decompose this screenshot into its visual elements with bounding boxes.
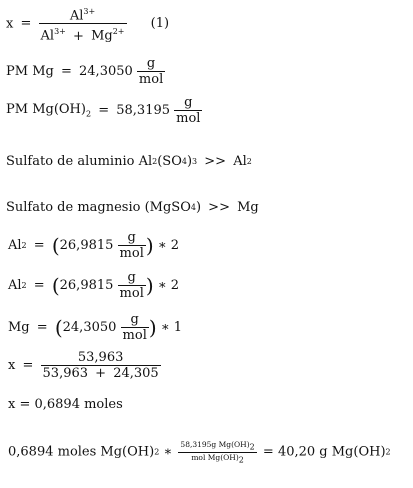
x-symbol: x	[8, 358, 16, 373]
compound-text: )	[195, 200, 202, 215]
label	[6, 102, 91, 117]
value: 26,9815	[59, 238, 114, 253]
close-paren: )	[145, 273, 154, 298]
times-sign: ∗	[157, 278, 167, 293]
equals-sign: =	[33, 238, 45, 253]
ion-fraction	[39, 4, 127, 44]
unit-fraction	[121, 312, 149, 343]
close-paren: )	[148, 315, 157, 340]
open-paren: (	[51, 273, 60, 298]
times-sign: ∗	[157, 238, 167, 253]
subscript: 3	[192, 157, 198, 166]
unit-numerator: g	[146, 56, 156, 71]
conversion-factor	[178, 440, 256, 464]
fraction-numerator: 53,963	[77, 350, 124, 365]
molar-mass-mgoh2	[6, 95, 202, 126]
final-result: 40,20 g Mg(OH)	[277, 444, 386, 460]
unit-numerator: g	[184, 95, 193, 110]
subscript: 2	[385, 447, 391, 457]
arrow: >>	[208, 200, 230, 215]
equals-sign: =	[98, 103, 110, 118]
subscript: 2	[21, 281, 27, 290]
charge: 3+	[54, 27, 66, 37]
subscript: 4	[190, 203, 196, 212]
unit-denominator: mol	[119, 286, 144, 301]
value: 26,9815	[59, 278, 114, 293]
lhs: Al	[8, 238, 22, 253]
close-paren: )	[145, 233, 154, 258]
value: 24,3050	[62, 320, 117, 335]
factor-denominator-text: mol Mg(OH)	[191, 452, 239, 462]
unit-fraction	[137, 56, 165, 87]
equals-sign: =	[60, 64, 72, 79]
magnesium-sulfate-line	[6, 200, 259, 215]
plus-sign: +	[95, 366, 107, 381]
x-result: x = 0,6894 moles	[8, 397, 123, 412]
lhs: Al	[8, 278, 22, 293]
charge: 2+	[112, 27, 125, 37]
subscript: 2	[152, 157, 158, 166]
open-paren: (	[51, 233, 60, 258]
compound-text: )	[186, 154, 193, 169]
al2-calculation-1	[8, 230, 179, 261]
compound-text: Sulfato de aluminio Al	[6, 154, 153, 169]
equation-number: (1)	[150, 16, 170, 32]
result: Al	[233, 154, 247, 169]
arrow: >>	[204, 154, 227, 169]
unit-numerator: g	[127, 230, 136, 245]
aluminum-sulfate-line	[6, 154, 252, 169]
al2-calculation-2	[8, 270, 179, 301]
unit-denominator: mol	[119, 246, 144, 261]
subscript: 2	[249, 442, 255, 452]
x-symbol: x	[6, 16, 14, 32]
al-ion: Al	[69, 8, 84, 24]
unit-fraction	[118, 230, 146, 261]
factor: 2	[170, 278, 180, 293]
den-term: 24,305	[113, 366, 159, 381]
mg-ion: Mg	[91, 28, 113, 44]
numeric-fraction	[41, 350, 161, 381]
equals-sign: =	[33, 278, 45, 293]
open-paren: (	[54, 315, 63, 340]
factor: 2	[170, 238, 180, 253]
factor-numerator-text: 58,3195g Mg(OH)	[180, 440, 250, 449]
subscript: 4	[181, 157, 187, 166]
label: PM Mg	[6, 64, 54, 79]
label-text: PM Mg(OH)	[6, 102, 86, 118]
subscript: 2	[154, 447, 160, 457]
unit-denominator: mol	[138, 72, 164, 87]
fraction-numerator	[68, 4, 97, 23]
subscript: 2	[238, 455, 244, 464]
fraction-denominator	[41, 366, 161, 381]
unit-denominator: mol	[122, 328, 147, 343]
equals-sign: =	[22, 358, 34, 373]
ratio-formula	[6, 4, 169, 44]
unit-fraction	[118, 270, 146, 301]
value: 58,3195	[116, 103, 171, 118]
times-sign: ∗	[163, 444, 173, 460]
fraction-denominator	[39, 24, 127, 43]
unit-numerator: g	[127, 270, 136, 285]
factor-denominator	[189, 453, 246, 465]
den-term: 53,963	[42, 366, 89, 381]
plus-sign: +	[73, 28, 84, 44]
final-conversion	[8, 440, 391, 464]
unit-denominator: mol	[176, 111, 201, 126]
charge: 3+	[83, 7, 96, 16]
compound-text: (SO	[157, 154, 182, 169]
lhs: Mg	[8, 320, 30, 335]
al-ion: Al	[40, 28, 55, 44]
mg-calculation	[8, 312, 182, 343]
equals-sign: =	[262, 444, 274, 460]
times-sign: ∗	[160, 320, 170, 335]
compound-text: Sulfato de magnesio (MgSO	[6, 200, 191, 215]
subscript: 2	[21, 241, 27, 250]
equals-sign: =	[20, 16, 32, 32]
value: 24,3050	[79, 64, 133, 79]
subscript: 2	[85, 109, 92, 119]
unit-fraction	[174, 95, 202, 126]
unit-numerator: g	[130, 312, 139, 327]
subscript: 2	[246, 157, 252, 166]
factor: 1	[173, 320, 183, 335]
quantity: 0,6894 moles Mg(OH)	[8, 444, 155, 460]
result: Mg	[237, 200, 259, 215]
molar-mass-mg	[6, 56, 165, 87]
x-fraction-calculation	[8, 350, 161, 381]
factor-numerator	[178, 440, 256, 452]
equals-sign: =	[36, 320, 48, 335]
